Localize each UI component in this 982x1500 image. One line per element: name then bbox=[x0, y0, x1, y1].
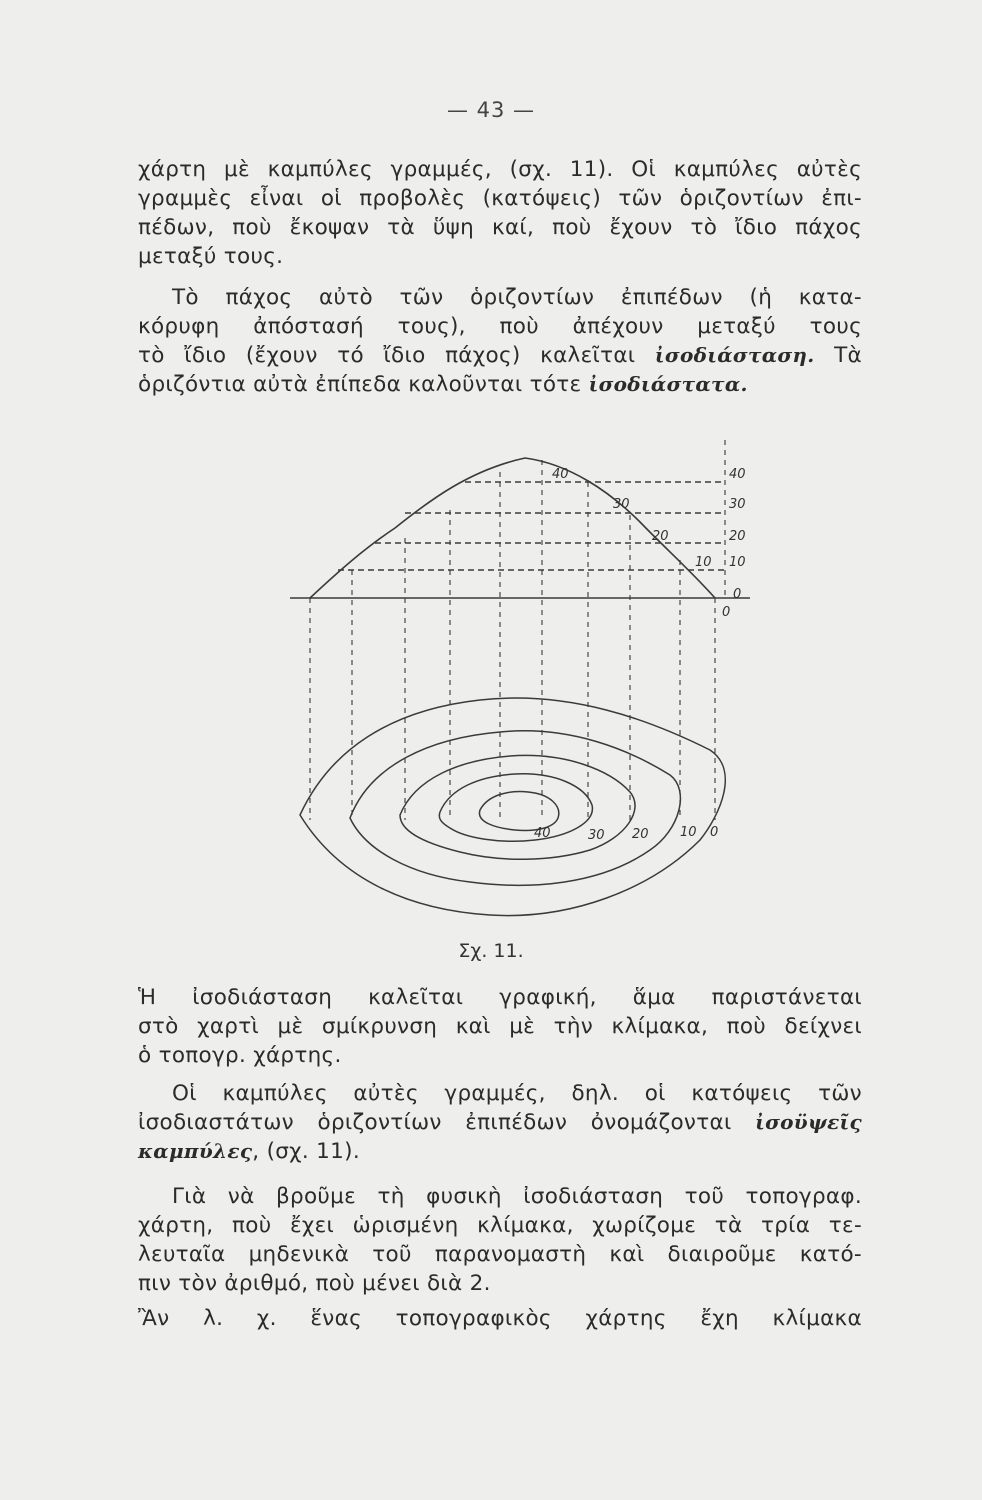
paragraph-4 bbox=[138, 1079, 862, 1166]
contour-label-30: 30 bbox=[588, 828, 605, 843]
contour-figure bbox=[270, 420, 770, 935]
term-isoypseis: ἰσοϋψεῖς bbox=[755, 1110, 862, 1134]
contour-30 bbox=[439, 774, 592, 841]
page-number: — 43 — bbox=[446, 98, 536, 122]
text-line: μεταξύ τους. bbox=[138, 244, 284, 269]
text-line: Οἱ καμπύλες αὐτὲς γραμμές, δηλ. οἱ κατόψεις τῶν bbox=[172, 1081, 862, 1106]
contour-label-0: 0 bbox=[710, 825, 719, 840]
text-fragment: τὸ ἴδιο (ἔχουν τό ἴδιο πάχος) καλεῖται bbox=[138, 343, 636, 368]
text-line bbox=[138, 1108, 862, 1137]
term-isodiastasi: ἰσοδιάσταση. bbox=[654, 343, 815, 367]
text-line bbox=[138, 370, 862, 399]
section-label-40: 40 bbox=[552, 467, 569, 482]
contour-label-40: 40 bbox=[534, 826, 551, 841]
scale-label-20: 20 bbox=[729, 529, 746, 544]
section-label-0: 0 bbox=[722, 605, 731, 620]
section-label-10: 10 bbox=[695, 555, 712, 570]
text-line: Ἂν λ. χ. ἕνας τοπογραφικὸς χάρτης ἔχη κλίμακα bbox=[138, 1306, 862, 1331]
scale-label-0: 0 bbox=[733, 587, 742, 602]
paragraph-3 bbox=[138, 983, 862, 1070]
text-line: Τὸ πάχος αὐτὸ τῶν ὁριζοντίων ἐπιπέδων (ἡ κατα- bbox=[172, 285, 862, 310]
text-line: γραμμὲς εἶναι οἱ προβολὲς (κατόψεις) τῶν ὁριζοντίων ἐπι- bbox=[138, 186, 862, 211]
text-line: στὸ χαρτὶ μὲ σμίκρυνση καὶ μὲ τὴν κλίμακα, ποὺ δείχνει bbox=[138, 1014, 862, 1039]
text-line: ὁ τοπογρ. χάρτης. bbox=[138, 1043, 342, 1068]
text-line bbox=[138, 1137, 862, 1166]
figure-caption: Σχ. 11. bbox=[458, 940, 524, 962]
scale-label-30: 30 bbox=[729, 497, 746, 512]
text-line bbox=[138, 341, 862, 370]
contour-10 bbox=[350, 731, 680, 885]
contour-label-20: 20 bbox=[632, 827, 649, 842]
text-fragment: Τὰ bbox=[834, 343, 862, 368]
text-line: λευταῖα μηδενικὰ τοῦ παρανομαστὴ καὶ διαιροῦμε κατό- bbox=[138, 1242, 862, 1267]
contour-40 bbox=[479, 792, 558, 831]
text-line: Ἡ ἰσοδιάσταση καλεῖται γραφική, ἅμα παριστάνεται bbox=[138, 985, 862, 1010]
text-line: Γιὰ νὰ βροῦμε τὴ φυσικὴ ἰσοδιάσταση τοῦ τοπογραφ. bbox=[172, 1184, 862, 1209]
scale-label-40: 40 bbox=[729, 467, 746, 482]
text-fragment: ἰσοδιαστάτων ὁριζοντίων ἐπιπέδων ὀνομάζονται bbox=[138, 1110, 732, 1135]
paragraph-6 bbox=[138, 1304, 862, 1333]
section-label-30: 30 bbox=[613, 497, 630, 512]
term-isodiastata: ἰσοδιάστατα. bbox=[588, 372, 748, 396]
text-line: χάρτη, ποὺ ἔχει ὡρισμένη κλίμακα, χωρίζομε τὰ τρία τε- bbox=[138, 1213, 862, 1238]
text-line: πιν τὸν ἀριθμό, ποὺ μένει διὰ 2. bbox=[138, 1271, 491, 1296]
text-line: πέδων, ποὺ ἔκοψαν τὰ ὕψη καί, ποὺ ἔχουν τὸ ἴδιο πάχος bbox=[138, 215, 862, 240]
text-line: χάρτη μὲ καμπύλες γραμμές, (σχ. 11). Οἱ καμπύλες αὐτὲς bbox=[138, 157, 862, 182]
section-label-20: 20 bbox=[652, 529, 669, 544]
paragraph-2 bbox=[138, 283, 862, 399]
paragraph-5 bbox=[138, 1182, 862, 1298]
text-fragment: ὁριζόντια αὐτὰ ἐπίπεδα καλοῦνται τότε bbox=[138, 372, 582, 397]
scale-label-10: 10 bbox=[729, 555, 746, 570]
text-fragment: , (σχ. 11). bbox=[252, 1139, 360, 1164]
text-line: κόρυφη ἀπόστασή τους), ποὺ ἀπέχουν μεταξύ τους bbox=[138, 314, 862, 339]
paragraph-1 bbox=[138, 155, 862, 271]
hill-profile bbox=[310, 458, 715, 598]
contour-label-10: 10 bbox=[680, 825, 697, 840]
term-kampyles: καμπύλες bbox=[138, 1139, 253, 1163]
contour-20 bbox=[400, 755, 635, 859]
